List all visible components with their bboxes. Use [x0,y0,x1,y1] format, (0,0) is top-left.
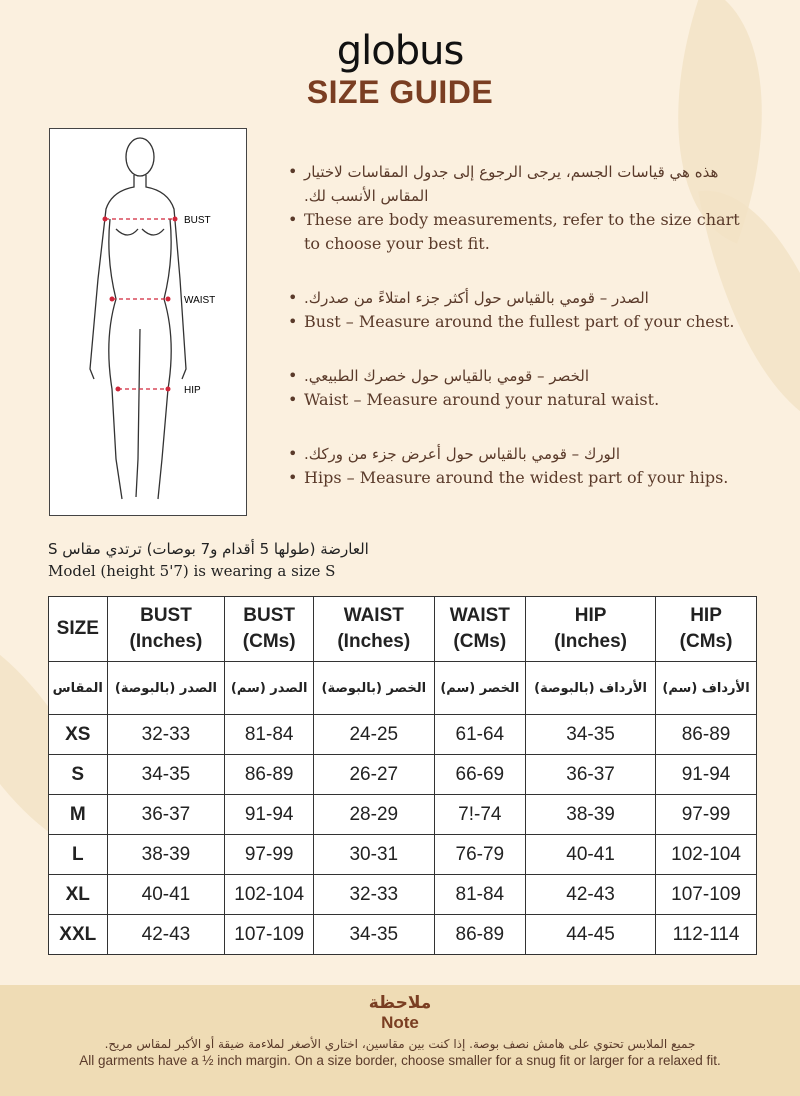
header-text: (Inches) [129,631,203,652]
list-item [288,388,748,412]
header-text: (CMs) [679,631,733,652]
list-item [288,364,748,388]
column-header-ar: المقاس [49,662,108,715]
model-info-en: Model (height 5'7) is wearing a size S [48,562,336,580]
instruction-text-ar: الخصر – قومي بالقياس حول خصرك الطبيعي. [304,367,590,385]
model-info [48,538,369,582]
table-cell: 91-94 [225,795,314,835]
body-silhouette-icon [50,129,246,515]
instruction-text-ar: الورك – قومي بالقياس حول أعرض جزء من وركك. [304,445,621,463]
table-cell: 32-33 [313,875,434,915]
list-item [288,286,748,310]
table-cell: 81-84 [225,715,314,755]
column-header [526,597,656,662]
table-cell: 44-45 [526,915,656,955]
table-cell: 102-104 [225,875,314,915]
header-text: SIZE [56,618,99,639]
table-cell: 24-25 [313,715,434,755]
table-cell: 81-84 [434,875,525,915]
table-cell: 97-99 [225,835,314,875]
table-cell: 97-99 [656,795,757,835]
instruction-text-en: These are body measurements, refer to the size chart to choose your best fit. [304,210,740,253]
list-item [288,160,748,208]
column-header [656,597,757,662]
table-cell: 86-89 [656,715,757,755]
bullet-icon: • [288,210,298,229]
table-row [49,795,757,835]
header-text: (CMs) [453,631,507,652]
table-cell: 66-69 [434,755,525,795]
note-text-ar: جميع الملابس تحتوي على هامش نصف بوصة. إذا كنت بين مقاسين، اختاري الأصغر لملاءمة ضيقة أو الأكبر لمقاس مريح. [104,1037,696,1051]
table-cell: 36-37 [107,795,225,835]
table-cell: 30-31 [313,835,434,875]
size-cell: XXL [49,915,108,955]
column-header [434,597,525,662]
column-header [313,597,434,662]
list-item [288,208,748,256]
table-row [49,835,757,875]
header-row [49,597,757,662]
instruction-text-en: Hips – Measure around the widest part of your hips. [304,468,729,487]
column-header-ar: الأرداف (سم) [656,662,757,715]
table-cell: 91-94 [656,755,757,795]
table-cell: 76-79 [434,835,525,875]
instruction-group [288,364,748,412]
instruction-group [288,160,748,256]
header-text: WAIST [343,605,404,626]
note-title-ar: ملاحظة [368,993,432,1013]
bullet-icon: • [288,366,298,385]
list-item [288,310,748,334]
table-cell: 102-104 [656,835,757,875]
table-cell: 107-109 [225,915,314,955]
table-row [49,915,757,955]
instruction-text-en: Bust – Measure around the fullest part of your chest. [304,312,735,331]
header-row-ar [49,662,757,715]
instructions-list [288,160,748,520]
instruction-text-ar: هذه هي قياسات الجسم، يرجى الرجوع إلى جدول المقاسات لاختيار المقاس الأنسب لك. [304,163,719,205]
size-cell: XS [49,715,108,755]
instruction-group [288,442,748,490]
note-section [0,985,800,1096]
table-cell: 28-29 [313,795,434,835]
table-cell: 34-35 [526,715,656,755]
table-cell: 107-109 [656,875,757,915]
table-row [49,875,757,915]
header-text: HIP [574,605,607,626]
header-text: HIP [690,605,722,626]
table-row [49,715,757,755]
header-text: BUST [243,605,296,626]
list-item [288,442,748,466]
bullet-icon: • [288,312,298,331]
page-title: SIZE GUIDE [306,74,494,110]
column-header-ar: الأرداف (بالبوصة) [526,662,656,715]
column-header-ar: الصدر (سم) [225,662,314,715]
table-cell: 61-64 [434,715,525,755]
table-cell: 42-43 [107,915,225,955]
column-header [49,597,108,662]
size-cell: XL [49,875,108,915]
table-cell: 42-43 [526,875,656,915]
size-chart-table [48,596,757,955]
table-cell: 34-35 [107,755,225,795]
table-row [49,755,757,795]
table-cell: 112-114 [656,915,757,955]
brand-logo: globus [336,28,464,74]
column-header [225,597,314,662]
hip-label: HIP [184,385,201,396]
measurement-figure [49,128,247,516]
size-cell: L [49,835,108,875]
table-cell: 32-33 [107,715,225,755]
size-cell: S [49,755,108,795]
instruction-text-ar: الصدر – قومي بالقياس حول أكثر جزء امتلاءً من صدرك. [304,289,649,307]
table-cell: 86-89 [434,915,525,955]
table-cell: 38-39 [107,835,225,875]
column-header-ar: الخصر (بالبوصة) [313,662,434,715]
table-cell: 40-41 [107,875,225,915]
bullet-icon: • [288,444,298,463]
table-cell: 34-35 [313,915,434,955]
header-text: WAIST [449,605,510,626]
table-cell: 40-41 [526,835,656,875]
instruction-group [288,286,748,334]
table-cell: 86-89 [225,755,314,795]
bullet-icon: • [288,390,298,409]
waist-label: WAIST [184,295,216,306]
header-text: BUST [140,605,192,626]
model-info-ar: العارضة (طولها 5 أقدام و7 بوصات) ترتدي مقاس S [48,540,369,558]
column-header-ar: الصدر (بالبوصة) [107,662,225,715]
column-header [107,597,225,662]
bullet-icon: • [288,468,298,487]
table-cell: 36-37 [526,755,656,795]
bullet-icon: • [288,162,298,181]
instruction-text-en: Waist – Measure around your natural waist. [304,390,660,409]
table-cell: 7!-74 [434,795,525,835]
bust-label: BUST [184,215,211,226]
bullet-icon: • [288,288,298,307]
table-cell: 38-39 [526,795,656,835]
column-header-ar: الخصر (سم) [434,662,525,715]
header-text: (CMs) [242,631,296,652]
header-text: (Inches) [337,631,411,652]
list-item [288,466,748,490]
table-cell: 26-27 [313,755,434,795]
size-cell: M [49,795,108,835]
header-text: (Inches) [554,631,627,652]
note-text-en: All garments have a ½ inch margin. On a size border, choose smaller for a snug fit or larger for a relaxed fit. [79,1053,721,1068]
note-title-en: Note [381,1013,419,1032]
